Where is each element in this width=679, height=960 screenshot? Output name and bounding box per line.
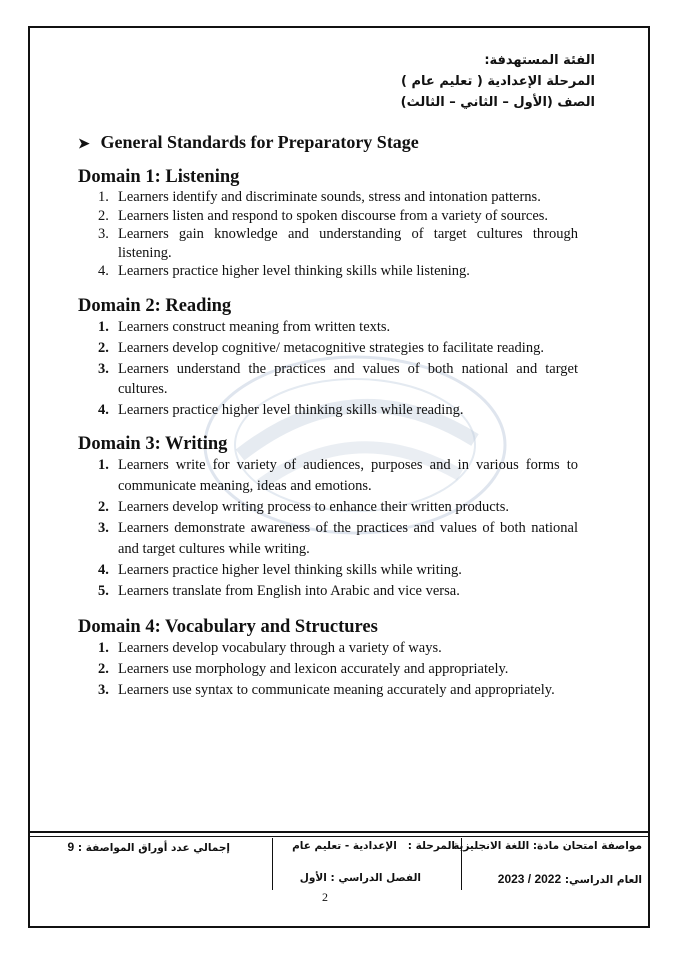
item-number: 1. bbox=[98, 456, 109, 473]
academic-year-value: 2023 / 2022 bbox=[497, 872, 562, 886]
item-number: 2. bbox=[98, 339, 109, 356]
target-group-grades: الصف (الأول – الثاني – الثالث) bbox=[400, 95, 595, 110]
term-value: الأول bbox=[299, 872, 327, 884]
item-text: Learners identify and discriminate sounds, stress and intonation patterns. bbox=[118, 189, 541, 205]
item-text: Learners use morphology and lexicon accurately and appropriately. bbox=[118, 660, 509, 677]
list-item bbox=[78, 207, 578, 226]
total-pages-value: 9 bbox=[67, 840, 75, 854]
list-item bbox=[78, 581, 578, 602]
target-group-header bbox=[195, 50, 595, 113]
list-item bbox=[78, 455, 578, 497]
section-heading bbox=[78, 132, 419, 153]
item-text: Learners construct meaning from written texts. bbox=[118, 318, 391, 335]
footer-divider-thick bbox=[30, 831, 648, 833]
footer-term bbox=[300, 872, 421, 884]
target-group-heading: الفئة المستهدفة: bbox=[484, 53, 595, 68]
list-item bbox=[78, 262, 578, 281]
list-item bbox=[78, 560, 578, 581]
item-text: Learners demonstrate awareness of the practices and values of both national and target cultures while writing. bbox=[118, 519, 578, 557]
list-item bbox=[78, 225, 578, 262]
domain-listening bbox=[78, 166, 578, 281]
list-item bbox=[78, 338, 578, 358]
list-item bbox=[78, 400, 578, 420]
footer-total-pages bbox=[68, 840, 231, 854]
item-number: 4. bbox=[98, 263, 109, 279]
item-text: Learners use syntax to communicate meaning accurately and appropriately. bbox=[118, 681, 555, 698]
list-item bbox=[78, 659, 578, 680]
item-number: 3. bbox=[98, 226, 109, 242]
page-number: 2 bbox=[322, 890, 328, 904]
list-item bbox=[78, 638, 578, 659]
domain-title: Domain 2: Reading bbox=[78, 295, 232, 316]
domain-writing bbox=[78, 433, 578, 602]
item-number: 3. bbox=[98, 519, 109, 536]
footer-cell-stage bbox=[272, 838, 462, 890]
item-number: 4. bbox=[98, 561, 109, 578]
domain-title: Domain 1: Listening bbox=[78, 167, 240, 187]
list-item bbox=[78, 317, 578, 337]
item-text: Learners practice higher level thinking skills while reading. bbox=[118, 401, 464, 418]
item-text: Learners develop vocabulary through a variety of ways. bbox=[118, 639, 442, 656]
list-item bbox=[78, 497, 578, 518]
domain-reading bbox=[78, 295, 578, 420]
section-heading-text: General Standards for Preparatory Stage bbox=[100, 132, 419, 152]
footer-divider-thin bbox=[30, 836, 648, 837]
academic-year-label: العام الدراسي: bbox=[564, 874, 642, 886]
footer-cell-total-pages bbox=[30, 838, 274, 890]
item-number: 2. bbox=[98, 207, 109, 224]
item-text: Learners write for variety of audiences, purposes and in various forms to communicate meaning, ideas and emotions. bbox=[118, 456, 578, 494]
item-number: 1. bbox=[98, 639, 109, 656]
list-item bbox=[78, 680, 578, 701]
item-text: Learners develop writing process to enhance their written products. bbox=[118, 498, 509, 515]
item-number: 3. bbox=[98, 360, 109, 377]
item-number: 2. bbox=[98, 498, 109, 515]
item-number: 3. bbox=[98, 681, 109, 698]
domain-items bbox=[78, 317, 578, 420]
footer-table bbox=[30, 838, 648, 890]
item-text: Learners gain knowledge and understanding of target cultures through listening. bbox=[118, 226, 578, 261]
footer-cell-subject bbox=[453, 838, 648, 890]
arrow-bullet-icon: ➤ bbox=[78, 137, 90, 152]
item-text: Learners translate from English into Arabic and vice versa. bbox=[118, 582, 460, 599]
item-number: 2. bbox=[98, 660, 109, 677]
item-number: 5. bbox=[98, 582, 109, 599]
item-number: 1. bbox=[98, 318, 109, 335]
item-text: Learners listen and respond to spoken discourse from a variety of sources. bbox=[118, 207, 549, 224]
domain-title: Domain 3: Writing bbox=[78, 433, 228, 454]
domain-items bbox=[78, 638, 578, 701]
domain-items bbox=[78, 188, 578, 281]
target-group-stage: المرحلة الإعدادية ( تعليم عام ) bbox=[401, 74, 595, 89]
standards-content bbox=[78, 166, 578, 701]
item-number: 4. bbox=[98, 401, 109, 418]
list-item bbox=[78, 518, 578, 560]
list-item bbox=[78, 359, 578, 399]
item-text: Learners develop cognitive/ metacognitive strategies to facilitate reading. bbox=[118, 339, 544, 356]
domain-items bbox=[78, 455, 578, 602]
total-pages-label: إجمالي عدد أوراق المواصفة : bbox=[77, 842, 230, 854]
item-text: Learners understand the practices and values of both national and target cultures. bbox=[118, 360, 578, 397]
footer-academic-year bbox=[498, 872, 642, 886]
domain-title: Domain 4: Vocabulary and Structures bbox=[78, 616, 378, 637]
stage-value: الإعدادية - تعليم عام bbox=[292, 840, 397, 852]
footer-stage bbox=[292, 840, 455, 852]
stage-label: المرحلة : bbox=[407, 840, 455, 852]
item-text: Learners practice higher level thinking skills while writing. bbox=[118, 561, 462, 578]
term-label: الفصل الدراسي : bbox=[330, 872, 421, 884]
domain-vocabulary-structures bbox=[78, 616, 578, 701]
item-text: Learners practice higher level thinking skills while listening. bbox=[118, 263, 470, 279]
item-number: 1. bbox=[98, 189, 109, 205]
footer-spec-subject: مواصفة امتحان مادة: اللغة الانجليزية bbox=[453, 840, 642, 852]
list-item bbox=[78, 188, 578, 207]
